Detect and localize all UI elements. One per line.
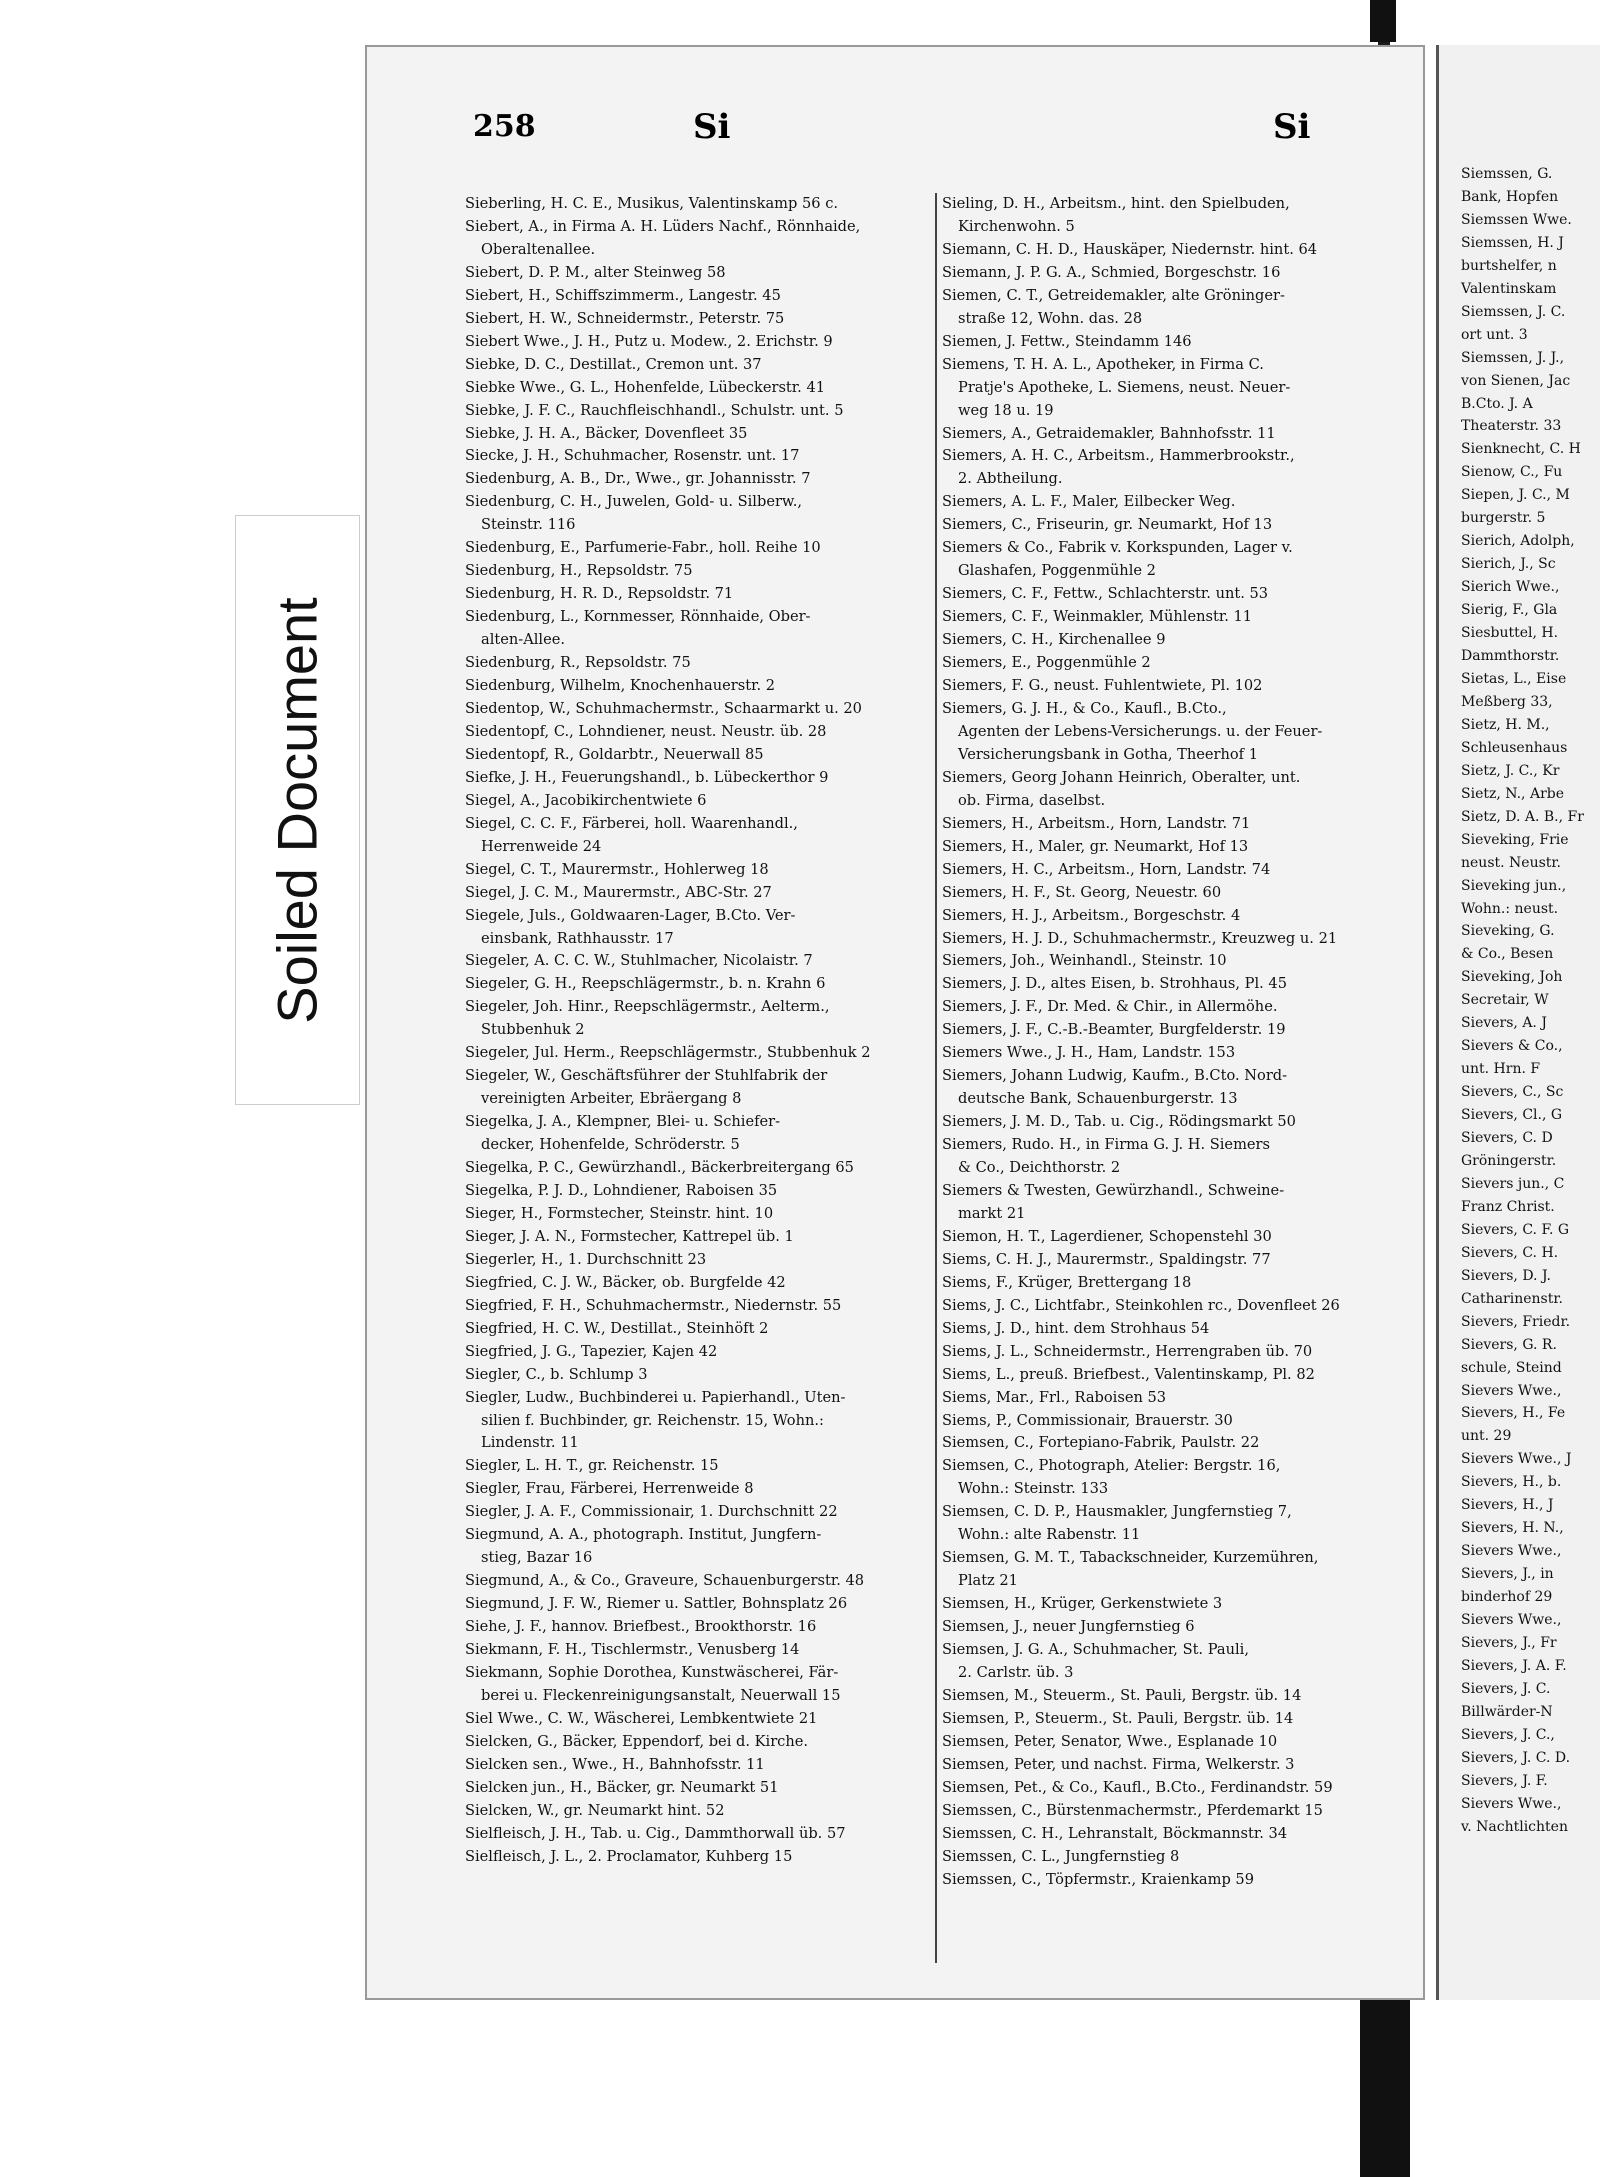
directory-entry: Sievers, J. A. F.	[1461, 1657, 1567, 1674]
directory-entry: Siems, Mar., Frl., Raboisen 53	[942, 1388, 1167, 1406]
stamp-label: Soiled Document	[266, 596, 330, 1024]
directory-entry: Siemen, J. Fettw., Steindamm 146	[942, 332, 1192, 350]
directory-entry: unt. 29	[1461, 1428, 1512, 1445]
directory-entry: Sievers, C., Sc	[1461, 1084, 1564, 1101]
directory-entry: Siedenburg, R., Repsoldstr. 75	[465, 654, 691, 672]
next-page-edge	[1436, 45, 1600, 2000]
running-head-right: Si	[1273, 107, 1311, 147]
directory-entry: Siegel, A., Jacobikirchentwiete 6	[465, 791, 707, 809]
directory-entry: Dammthorstr.	[1461, 648, 1560, 665]
directory-entry: deutsche Bank, Schauenburgerstr. 13	[958, 1090, 1238, 1108]
next-page-entries	[1439, 163, 1584, 1839]
directory-entry: Siel Wwe., C. W., Wäscherei, Lembkentwiete 21	[465, 1709, 818, 1727]
directory-entry: burgerstr. 5	[1461, 510, 1546, 527]
directory-entry: Siegelka, P. J. D., Lohndiener, Raboisen 35	[465, 1181, 778, 1199]
directory-entry: Sievers, J. C. D.	[1461, 1749, 1571, 1766]
directory-entry: Siemers, J. F., C.-B.-Beamter, Burgfelderstr. 19	[942, 1021, 1286, 1039]
directory-entry: vereinigten Arbeiter, Ebräergang 8	[481, 1090, 742, 1108]
directory-entry: Siedentopf, C., Lohndiener, neust. Neustr. üb. 28	[465, 722, 827, 740]
directory-entry: Siemers, H. J. D., Schuhmachermstr., Kreuzweg u. 21	[942, 929, 1338, 947]
directory-entry: weg 18 u. 19	[958, 401, 1054, 419]
directory-entry: Siedentop, W., Schuhmachermstr., Schaarmarkt u. 20	[465, 699, 862, 717]
directory-entry: B.Cto. J. A	[1461, 395, 1533, 412]
directory-entry: Siegler, J. A. F., Commissionair, 1. Durchschnitt 22	[465, 1503, 838, 1521]
directory-entry: Siemssen, J. J.,	[1461, 349, 1565, 366]
directory-entry: Siemers, F. G., neust. Fuhlentwiete, Pl. 102	[942, 677, 1263, 695]
directory-entry: Franz Christ.	[1461, 1198, 1555, 1215]
directory-entry: Siegfried, J. G., Tapezier, Kajen 42	[465, 1342, 718, 1360]
directory-entry: Siebke, J. F. C., Rauchfleischhandl., Schulstr. unt. 5	[465, 401, 844, 419]
running-head-left: Si	[693, 107, 731, 147]
directory-entry: Versicherungsbank in Gotha, Theerhof 1	[958, 745, 1258, 763]
directory-entry: Siegelka, P. C., Gewürzhandl., Bäckerbreitergang 65	[465, 1159, 854, 1177]
directory-entry: Siedenburg, H. R. D., Repsoldstr. 71	[465, 585, 734, 603]
directory-entry: Siebert, H., Schiffszimmerm., Langestr. 45	[465, 286, 781, 304]
directory-entry: Siemsen, Pet., & Co., Kaufl., B.Cto., Ferdinandstr. 59	[942, 1778, 1333, 1796]
directory-entry: neust. Neustr.	[1461, 854, 1561, 871]
directory-entry: Siemers, H., Maler, gr. Neumarkt, Hof 13	[942, 837, 1249, 855]
directory-entry: Siegelka, J. A., Klempner, Blei- u. Schiefer-	[465, 1113, 781, 1131]
directory-entry: Sietz, J. C., Kr	[1461, 762, 1560, 779]
directory-entry: Siemssen, C., Töpfermstr., Kraienkamp 59	[942, 1870, 1255, 1888]
directory-entry: Sievers, J. F.	[1461, 1772, 1548, 1789]
directory-entry: Sienknecht, C. H	[1461, 441, 1581, 458]
directory-entry: Siegmund, J. F. W., Riemer u. Sattler, Bohnsplatz 26	[465, 1595, 848, 1613]
directory-entry: Wohn.: neust.	[1461, 900, 1559, 917]
directory-entry: Siemens, T. H. A. L., Apotheker, in Firma C.	[942, 355, 1264, 373]
directory-entry: straße 12, Wohn. das. 28	[958, 309, 1143, 327]
directory-entry: Siemers & Twesten, Gewürzhandl., Schweine-	[942, 1181, 1285, 1199]
directory-entry: Siegfried, H. C. W., Destillat., Steinhöft 2	[465, 1319, 769, 1337]
directory-entry: Sieger, J. A. N., Formstecher, Kattrepel üb. 1	[465, 1227, 794, 1245]
directory-entry: Siegeler, Joh. Hinr., Reepschlägermstr., Aelterm.,	[465, 998, 830, 1016]
directory-entry: Sietz, N., Arbe	[1461, 785, 1565, 802]
directory-entry: Sievers, H., J	[1461, 1497, 1554, 1514]
directory-entry: Siegmund, A. A., photograph. Institut, Jungfern-	[465, 1526, 822, 1544]
directory-entry: Kirchenwohn. 5	[958, 217, 1075, 235]
directory-entry: Siemann, J. P. G. A., Schmied, Borgeschstr. 16	[942, 263, 1281, 281]
directory-entry: Sievers, J., Fr	[1461, 1635, 1557, 1651]
directory-entry: silien f. Buchbinder, gr. Reichenstr. 15, Wohn.:	[481, 1411, 824, 1429]
directory-entry: Valentinskam	[1461, 280, 1557, 297]
directory-entry: Siemers, G. J. H., & Co., Kaufl., B.Cto.,	[942, 699, 1227, 717]
directory-entry: Siemers, Joh., Weinhandl., Steinstr. 10	[942, 952, 1227, 970]
directory-entry: Sieveking jun.,	[1461, 877, 1567, 894]
directory-entry: decker, Hohenfelde, Schröderstr. 5	[481, 1136, 740, 1154]
directory-entry: Sievers, D. J.	[1461, 1267, 1551, 1284]
directory-entry: Siemers, A., Getraidemakler, Bahnhofsstr. 11	[942, 424, 1276, 442]
directory-entry: Siemsen, Peter, und nachst. Firma, Welkerstr. 3	[942, 1755, 1295, 1773]
directory-entry: 2. Abtheilung.	[958, 470, 1063, 488]
directory-entry: & Co., Deichthorstr. 2	[958, 1159, 1121, 1177]
directory-entry: Sieveking, Joh	[1461, 969, 1563, 986]
directory-entry: Sievers, C. F. G	[1461, 1221, 1570, 1238]
directory-entry: Siegler, C., b. Schlump 3	[465, 1365, 648, 1383]
directory-entry: Siegmund, A., & Co., Graveure, Schauenburgerstr. 48	[465, 1572, 865, 1590]
directory-entry: Sievers Wwe.,	[1461, 1795, 1562, 1812]
directory-entry: Siepen, J. C., M	[1461, 487, 1570, 504]
directory-entry: Siegfried, C. J. W., Bäcker, ob. Burgfelde 42	[465, 1273, 786, 1291]
directory-entry: Siemers, E., Poggenmühle 2	[942, 654, 1151, 672]
directory-entry: Sievers, Friedr.	[1461, 1313, 1571, 1330]
directory-entry: Siems, J. C., Lichtfabr., Steinkohlen rc., Dovenfleet 26	[942, 1296, 1340, 1314]
directory-entry: schule, Steind	[1461, 1359, 1562, 1376]
directory-entry: Sievers Wwe.,	[1461, 1382, 1562, 1399]
directory-entry: Sievers, H. N.,	[1461, 1520, 1564, 1537]
directory-entry: Siemers, Rudo. H., in Firma G. J. H. Siemers	[942, 1136, 1271, 1154]
directory-entry: Schleusenhaus	[1461, 739, 1568, 756]
directory-entry: Secretair, W	[1461, 992, 1549, 1009]
directory-entry: Siemann, C. H. D., Hauskäper, Niedernstr. hint. 64	[942, 240, 1318, 258]
directory-entry: Siemsen, J., neuer Jungfernstieg 6	[942, 1618, 1195, 1636]
directory-entry: Siebke, J. H. A., Bäcker, Dovenfleet 35	[465, 424, 748, 442]
directory-entry: Siesbuttel, H.	[1461, 625, 1559, 642]
directory-entry: Siehe, J. F., hannov. Briefbest., Brookthorstr. 16	[465, 1618, 817, 1636]
directory-entry: Sievers, G. R.	[1461, 1336, 1557, 1353]
directory-entry: Sievers, A. J	[1461, 1015, 1547, 1032]
directory-entry: Siedenburg, L., Kornmesser, Rönnhaide, Ober-	[465, 608, 811, 626]
directory-entry: Siemers, H., Arbeitsm., Horn, Landstr. 71	[942, 814, 1251, 832]
directory-entry: berei u. Fleckenreinigungsanstalt, Neuerwall 15	[481, 1686, 841, 1704]
directory-entry: Siemsen, G. M. T., Tabackschneider, Kurzemühren,	[942, 1549, 1319, 1567]
directory-entry: Sievers, J., in	[1461, 1566, 1554, 1583]
directory-entry: Oberaltenallee.	[481, 240, 596, 258]
directory-entry: Sienow, C., Fu	[1461, 464, 1563, 481]
directory-entry: Siemssen, H. J	[1461, 234, 1564, 251]
directory-entry: Siefke, J. H., Feuerungshandl., b. Lübeckerthor 9	[465, 768, 829, 786]
directory-entry: Sievers, J. C.	[1461, 1680, 1551, 1697]
page-header	[473, 103, 1373, 153]
directory-entry: Siemers, H. C., Arbeitsm., Horn, Landstr. 74	[942, 860, 1271, 878]
column-divider	[935, 193, 937, 1963]
directory-entry: unt. Hrn. F	[1461, 1061, 1541, 1078]
directory-entry: Sierich Wwe.,	[1461, 579, 1560, 596]
directory-entry: Siemssen Wwe.	[1461, 211, 1572, 228]
directory-entry: Sievers & Co.,	[1461, 1038, 1563, 1055]
directory-entry: Siedenburg, Wilhelm, Knochenhauerstr. 2	[465, 677, 776, 695]
directory-entry: Pratje's Apotheke, L. Siemens, neust. Neuer-	[958, 378, 1291, 396]
directory-entry: Glashafen, Poggenmühle 2	[958, 562, 1156, 580]
directory-entry: Siegeler, A. C. C. W., Stuhlmacher, Nicolaistr. 7	[465, 952, 813, 970]
directory-entry: Platz 21	[958, 1572, 1018, 1590]
directory-entry: Siemssen, G.	[1461, 166, 1553, 182]
directory-entry: Siecke, J. H., Schuhmacher, Rosenstr. unt. 17	[465, 447, 800, 465]
directory-entry: Siemers, C. H., Kirchenallee 9	[942, 631, 1166, 649]
directory-entry: Siegel, C. C. F., Färberei, holl. Waarenhandl.,	[465, 814, 798, 832]
directory-entry: Steinstr. 116	[481, 516, 576, 534]
directory-entry: Siegler, Frau, Färberei, Herrenweide 8	[465, 1480, 754, 1498]
directory-entry: ob. Firma, daselbst.	[958, 791, 1106, 809]
directory-entry: 2. Carlstr. üb. 3	[958, 1664, 1074, 1681]
directory-entry: Siemssen, C. H., Lehranstalt, Böckmannstr. 34	[942, 1824, 1288, 1842]
directory-entry: Sietz, H. M.,	[1461, 716, 1550, 733]
directory-entry: Siemers, J. M. D., Tab. u. Cig., Rödingsmarkt 50	[942, 1113, 1296, 1131]
scan-border-bottom	[1360, 2000, 1410, 2177]
directory-entry: Sievers Wwe.,	[1461, 1612, 1562, 1629]
directory-entry: Gröningerstr.	[1461, 1152, 1557, 1169]
directory-entry: Siemssen, C., Bürstenmachermstr., Pferdemarkt 15	[942, 1801, 1323, 1819]
directory-entry: Siemers, J. D., altes Eisen, b. Strohhaus, Pl. 45	[942, 975, 1287, 993]
directory-entry: Siemers Wwe., J. H., Ham, Landstr. 153	[942, 1044, 1236, 1062]
directory-entry: Siems, L., preuß. Briefbest., Valentinskamp, Pl. 82	[942, 1365, 1315, 1383]
directory-entry: Siebert, A., in Firma A. H. Lüders Nachf., Rönnhaide,	[465, 217, 861, 235]
directory-entry: Siemers & Co., Fabrik v. Korkspunden, Lager v.	[942, 539, 1293, 557]
directory-entry: Sielfleisch, J. L., 2. Proclamator, Kuhberg 15	[465, 1847, 793, 1865]
directory-entry: burtshelfer, n	[1461, 257, 1557, 274]
directory-entry: Sielcken, G., Bäcker, Eppendorf, bei d. Kirche.	[465, 1732, 809, 1750]
directory-entry: Sievers Wwe.,	[1461, 1543, 1562, 1560]
directory-entry: Sielcken sen., Wwe., H., Bahnhofsstr. 11	[465, 1755, 765, 1773]
directory-entry: Sievers, C. D	[1461, 1130, 1553, 1147]
directory-entry: Sievers, H., Fe	[1461, 1405, 1566, 1422]
directory-entry: Sietas, L., Eise	[1461, 670, 1567, 687]
directory-entry: Siedenburg, A. B., Dr., Wwe., gr. Johannisstr. 7	[465, 470, 811, 488]
directory-entry: Sievers Wwe., J	[1461, 1451, 1572, 1468]
directory-entry: markt 21	[958, 1204, 1026, 1222]
directory-entry: Siemers, H. J., Arbeitsm., Borgeschstr. 4	[942, 906, 1241, 924]
directory-entry: alten-Allee.	[481, 631, 565, 649]
directory-entry: Siemon, H. T., Lagerdiener, Schopenstehl 30	[942, 1227, 1272, 1245]
directory-entry: Siemers, C. F., Weinmakler, Mühlenstr. 11	[942, 608, 1253, 626]
directory-entry: Sielfleisch, J. H., Tab. u. Cig., Dammthorwall üb. 57	[465, 1824, 846, 1842]
directory-entry: ort unt. 3	[1461, 326, 1528, 343]
directory-entry: Siegler, Ludw., Buchbinderei u. Papierhandl., Uten-	[465, 1388, 846, 1406]
directory-entry: Siekmann, Sophie Dorothea, Kunstwäscherei, Fär-	[465, 1664, 839, 1681]
directory-entry: Siems, F., Krüger, Brettergang 18	[942, 1273, 1192, 1291]
directory-entry: Sievers, J. C.,	[1461, 1726, 1555, 1743]
directory-entry: binderhof 29	[1461, 1589, 1553, 1606]
directory-entry: Siegerler, H., 1. Durchschnitt 23	[465, 1250, 707, 1268]
entries-column-right	[942, 193, 1412, 1973]
directory-entry: Siemers, Johann Ludwig, Kaufm., B.Cto. Nord-	[942, 1067, 1288, 1085]
directory-entry: & Co., Besen	[1461, 946, 1554, 963]
directory-entry: Sieger, H., Formstecher, Steinstr. hint. 10	[465, 1204, 774, 1222]
directory-entry: Herrenweide 24	[481, 837, 602, 855]
directory-entry: Siemssen, J. C.	[1461, 303, 1566, 320]
directory-entry: Siebert, H. W., Schneidermstr., Peterstr. 75	[465, 309, 785, 327]
directory-entry: Stubbenhuk 2	[481, 1021, 585, 1039]
directory-entry: Lindenstr. 11	[481, 1434, 579, 1452]
directory-entry: Siedenburg, E., Parfumerie-Fabr., holl. Reihe 10	[465, 539, 821, 557]
directory-entry: Theaterstr. 33	[1461, 418, 1562, 435]
directory-entry: Agenten der Lebens-Versicherungs. u. der Feuer-	[958, 722, 1323, 740]
scan-border-top	[1370, 0, 1396, 42]
directory-entry: Siebke, D. C., Destillat., Cremon unt. 37	[465, 355, 762, 373]
directory-entry: Sievers, Cl., G	[1461, 1107, 1563, 1124]
directory-entry: Sierich, Adolph,	[1461, 533, 1575, 550]
directory-entry: Siemssen, C. L., Jungfernstieg 8	[942, 1847, 1180, 1865]
directory-entry: Sieling, D. H., Arbeitsm., hint. den Spielbuden,	[942, 195, 1290, 212]
directory-entry: Siemers, H. F., St. Georg, Neuestr. 60	[942, 883, 1222, 901]
directory-entry: Siemers, A. L. F., Maler, Eilbecker Weg.	[942, 493, 1236, 511]
directory-entry: Sieveking, Frie	[1461, 831, 1569, 848]
directory-entry: Siedenburg, H., Repsoldstr. 75	[465, 562, 693, 580]
directory-entry: Siegeler, G. H., Reepschlägermstr., b. n. Krahn 6	[465, 975, 826, 993]
directory-entry: stieg, Bazar 16	[481, 1549, 593, 1567]
directory-entry: Siegel, J. C. M., Maurermstr., ABC-Str. 27	[465, 883, 772, 901]
directory-entry: Siedenburg, C. H., Juwelen, Gold- u. Silberw.,	[465, 493, 802, 511]
directory-entry: Siems, J. D., hint. dem Strohhaus 54	[942, 1319, 1210, 1337]
directory-entry: Meßberg 33,	[1461, 693, 1553, 710]
directory-entry: Siegfried, F. H., Schuhmachermstr., Niedernstr. 55	[465, 1296, 842, 1314]
directory-entry: Siems, P., Commissionair, Brauerstr. 30	[942, 1411, 1233, 1429]
directory-entry: Sieveking, G.	[1461, 923, 1555, 940]
directory-entry: Siemsen, H., Krüger, Gerkenstwiete 3	[942, 1595, 1223, 1613]
soiled-document-stamp	[235, 515, 360, 1105]
directory-entry: Siemsen, P., Steuerm., St. Pauli, Bergstr. üb. 14	[942, 1709, 1294, 1727]
directory-entry: Sielcken, W., gr. Neumarkt hint. 52	[465, 1801, 725, 1819]
directory-entry: Siemsen, C., Photograph, Atelier: Bergstr. 16,	[942, 1457, 1281, 1475]
directory-entry: Sierig, F., Gla	[1461, 602, 1558, 619]
directory-entry: Bank, Hopfen	[1461, 188, 1559, 205]
directory-entry: Siemers, Georg Johann Heinrich, Oberalter, unt.	[942, 768, 1301, 786]
directory-entry: Siemers, J. F., Dr. Med. & Chir., in Allermöhe.	[942, 998, 1278, 1016]
directory-page	[365, 45, 1425, 2000]
directory-entry: Siedentopf, R., Goldarbtr., Neuerwall 85	[465, 745, 764, 763]
directory-entry: Billwärder-N	[1461, 1703, 1553, 1720]
directory-entry: Siegeler, Jul. Herm., Reepschlägermstr., Stubbenhuk 2	[465, 1044, 871, 1062]
directory-entry: Siekmann, F. H., Tischlermstr., Venusberg 14	[465, 1641, 800, 1659]
directory-entry: einsbank, Rathhausstr. 17	[481, 929, 674, 947]
directory-entry: Siems, J. L., Schneidermstr., Herrengraben üb. 70	[942, 1342, 1313, 1360]
directory-entry: Siegel, C. T., Maurermstr., Hohlerweg 18	[465, 860, 769, 878]
directory-entry: Catharinenstr.	[1461, 1290, 1563, 1307]
directory-entry: Wohn.: Steinstr. 133	[958, 1480, 1109, 1498]
directory-entry: Siemsen, J. G. A., Schuhmacher, St. Pauli,	[942, 1641, 1249, 1659]
directory-entry: Siebert Wwe., J. H., Putz u. Modew., 2. Erichstr. 9	[465, 332, 833, 350]
directory-entry: Sievers, H., b.	[1461, 1474, 1562, 1491]
directory-entry: Siemers, C., Friseurin, gr. Neumarkt, Hof 13	[942, 516, 1273, 534]
directory-entry: Siegeler, W., Geschäftsführer der Stuhlfabrik der	[465, 1067, 828, 1085]
directory-entry: Siegele, Juls., Goldwaaren-Lager, B.Cto. Ver-	[465, 906, 796, 924]
directory-entry: Siebert, D. P. M., alter Steinweg 58	[465, 263, 726, 281]
directory-entry: Siegler, L. H. T., gr. Reichenstr. 15	[465, 1457, 719, 1475]
directory-entry: Sierich, J., Sc	[1461, 556, 1556, 573]
page-number: 258	[473, 109, 536, 144]
directory-entry: Sietz, D. A. B., Fr	[1461, 808, 1584, 825]
directory-entry: Siems, C. H. J., Maurermstr., Spaldingstr. 77	[942, 1250, 1271, 1268]
directory-entry: Siemsen, Peter, Senator, Wwe., Esplanade 10	[942, 1732, 1278, 1750]
directory-entry: Wohn.: alte Rabenstr. 11	[958, 1526, 1141, 1544]
directory-entry: Sielcken jun., H., Bäcker, gr. Neumarkt 51	[465, 1778, 779, 1796]
directory-entry: Sieberling, H. C. E., Musikus, Valentinskamp 56 c.	[465, 195, 839, 212]
directory-entry: Sievers, C. H.	[1461, 1244, 1559, 1261]
directory-entry: Siemen, C. T., Getreidemakler, alte Gröninger-	[942, 286, 1285, 304]
directory-entry: v. Nachtlichten	[1461, 1818, 1568, 1835]
directory-entry: Siemsen, C. D. P., Hausmakler, Jungfernstieg 7,	[942, 1503, 1292, 1521]
entries-column-left	[465, 193, 935, 1973]
directory-entry: Siebke Wwe., G. L., Hohenfelde, Lübeckerstr. 41	[465, 378, 826, 396]
directory-entry: Siemsen, C., Fortepiano-Fabrik, Paulstr. 22	[942, 1434, 1260, 1452]
directory-entry: Siemers, A. H. C., Arbeitsm., Hammerbrookstr.,	[942, 447, 1295, 465]
directory-entry: Siemers, C. F., Fettw., Schlachterstr. unt. 53	[942, 585, 1269, 603]
directory-entry: Sievers jun., C	[1461, 1175, 1565, 1192]
directory-entry: von Sienen, Jac	[1461, 372, 1571, 389]
directory-entry: Siemsen, M., Steuerm., St. Pauli, Bergstr. üb. 14	[942, 1686, 1302, 1704]
